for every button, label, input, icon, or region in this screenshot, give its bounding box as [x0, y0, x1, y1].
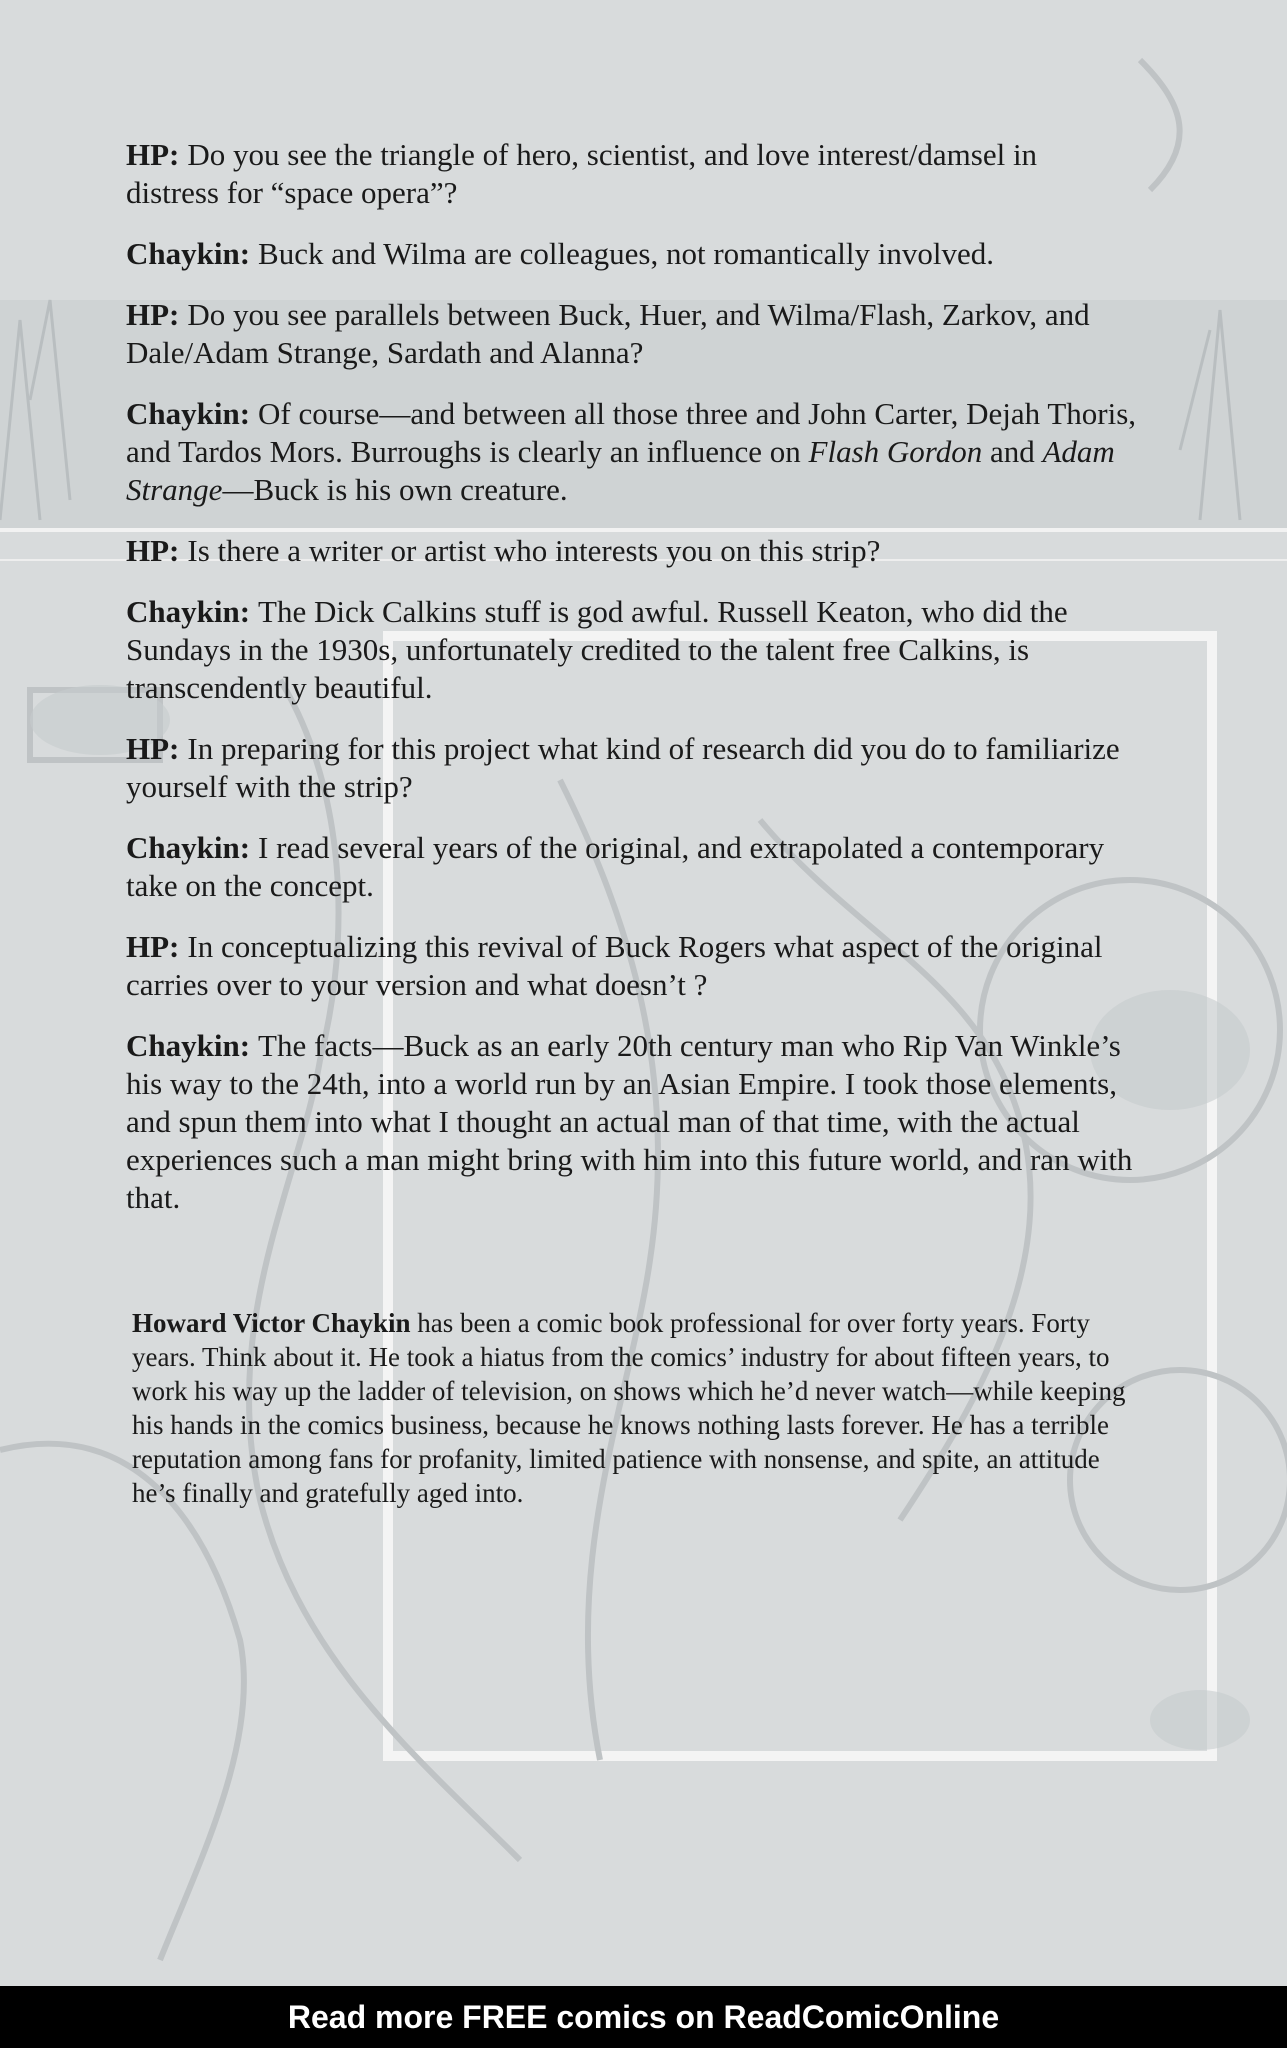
- footer-link[interactable]: Read more FREE comics on ReadComicOnline: [287, 1998, 1000, 2035]
- qa-paragraph: [126, 593, 1136, 707]
- author-bio: [132, 1306, 1142, 1510]
- answer-text: Do you see parallels between Buck, Huer, and Wilma/Flash, Zarkov, and Dale/Adam Strange, Sardath and Alanna?: [126, 297, 1090, 370]
- answer-text: —Buck is his own creature.: [222, 472, 568, 507]
- answer-text: Buck and Wilma are colleagues, not romantically involved.: [258, 236, 994, 271]
- qa-paragraph: [126, 928, 1136, 1004]
- answer-text: In conceptualizing this revival of Buck Rogers what aspect of the original carries over to your version and what doesn’t ?: [126, 929, 1103, 1002]
- qa-paragraph: [126, 395, 1136, 509]
- interview-body: [126, 136, 1136, 1240]
- qa-paragraph: [126, 136, 1136, 212]
- title-adam-strange: Adam Strange: [126, 434, 1115, 507]
- answer-text: Is there a writer or artist who interests you on this strip?: [187, 533, 881, 568]
- speaker-label: Chaykin:: [126, 830, 251, 865]
- speaker-label: HP:: [126, 533, 180, 568]
- qa-paragraph: [126, 532, 1136, 570]
- answer-text: Do you see the triangle of hero, scientist, and love interest/damsel in distress for “space opera”?: [126, 137, 1038, 210]
- speaker-label: HP:: [126, 137, 180, 172]
- bio-text: has been a comic book professional for over forty years. Forty years. Think about it. He took a hiatus from the comics’ industry for about fifteen years, to work his way up the ladder of television, on shows which he’d never watch—while keeping his hands in the comics business, because he knows nothing lasts forever. He has a terrible reputation among fans for profanity, limited patience with nonsense, and spite, an attitude he’s finally and gratefully aged into.: [132, 1308, 1126, 1508]
- qa-paragraph: [126, 829, 1136, 905]
- speaker-label: HP:: [126, 929, 180, 964]
- speaker-label: HP:: [126, 731, 180, 766]
- title-flash-gordon: Flash Gordon: [808, 434, 983, 469]
- qa-paragraph: [126, 730, 1136, 806]
- speaker-label: Chaykin:: [126, 1028, 251, 1063]
- speaker-label: HP:: [126, 297, 180, 332]
- bio-name: Howard Victor Chaykin: [132, 1308, 411, 1338]
- speaker-label: Chaykin:: [126, 594, 251, 629]
- answer-text: and: [982, 434, 1043, 469]
- answer-text: The Dick Calkins stuff is god awful. Russell Keaton, who did the Sundays in the 1930s, unfortunately credited to the talent free Calkins, is transcendently beautiful.: [126, 594, 1068, 705]
- qa-paragraph: [126, 1027, 1136, 1217]
- qa-paragraph: [126, 235, 1136, 273]
- qa-paragraph: [126, 296, 1136, 372]
- answer-text: In preparing for this project what kind of research did you do to familiarize yourself with the strip?: [126, 731, 1120, 804]
- answer-text: Of course—and between all those three and John Carter, Dejah Thoris, and Tardos Mors. Burroughs is clearly an influence on: [126, 396, 1137, 469]
- speaker-label: Chaykin:: [126, 236, 251, 271]
- answer-text: The facts—Buck as an early 20th century man who Rip Van Winkle’s his way to the 24th, into a world run by an Asian Empire. I took those elements, and spun them into what I thought an actual man of that time, with the actual experiences such a man might bring with him into this future world, and ran with that.: [126, 1028, 1133, 1215]
- answer-text: I read several years of the original, and extrapolated a contemporary take on the concept.: [126, 830, 1105, 903]
- footer-banner[interactable]: [0, 1986, 1287, 2048]
- speaker-label: Chaykin:: [126, 396, 251, 431]
